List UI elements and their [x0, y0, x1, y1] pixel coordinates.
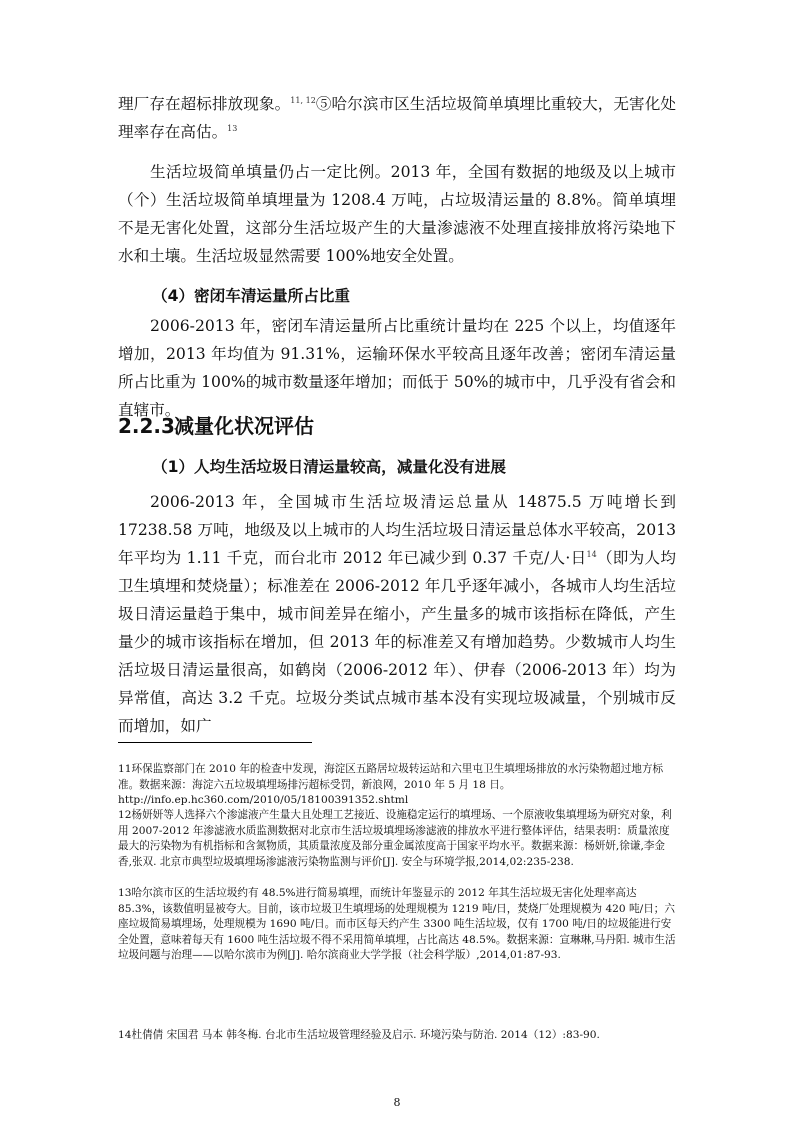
- subheading-per-capita: （1）人均生活垃圾日清运量较高，减量化没有进展: [152, 458, 506, 476]
- page-number: 8: [393, 1096, 401, 1109]
- footnote-13: 13哈尔滨市区的生活垃圾约有 48.5%进行简易填埋，而统计年鉴显示的 2012 年其生活垃圾无害化处理率高达 85.3%，该数值明显被夸大。目前，该市垃圾卫生填埋场的处理规模为 1219 吨/日，焚烧厂处理规模为 420 吨/日；六座垃圾简易填埋场，处理规模为 1690 吨/日。而市区每天约产生 3300 吨生活垃圾，仅有 1700 吨/日的垃圾能进行安全处置，意味着每天有 1600 吨生活垃圾不得不采用简单填埋，占比高达 48.5%。数据来源：宣琳琳,马丹阳. 城市生活垃圾问题与治理——以哈尔滨市为例[J]. 哈尔滨商业大学学报（社会科学版）,2014,01:87-93.: [118, 887, 676, 962]
- paragraph-text: 理厂存在超标排放现象。: [118, 95, 291, 113]
- section-heading: [118, 410, 314, 439]
- paragraph-text: 2006-2013 年，全国城市生活垃圾清运总量从 14875.5 万吨增长到 17238.58 万吨，地级及以上城市的人均生活垃圾日清运量总体水平较高，2013 年平均为 1.11 千克，而台北市 2012 年已减少到 0.37 千克/人·日: [118, 493, 676, 567]
- footnote-14: 14杜倩倩 宋国君 马本 韩冬梅. 台北市生活垃圾管理经验及启示. 环境污染与防治. 2014（12）:83-90.: [118, 1029, 600, 1041]
- footnote-ref-11-12[interactable]: 11, 12: [290, 96, 316, 105]
- subheading-closed-vehicle: （4）密闭车清运量所占比重: [152, 287, 350, 305]
- footnote-ref-14[interactable]: 14: [586, 550, 597, 559]
- footnote-12: 12杨妍妍等人选择六个渗滤液产生量大且处理工艺接近、设施稳定运行的填埋场、一个原液收集填埋场为研究对象，利用 2007-2012 年渗滤液水质监测数据对北京市生活垃圾填埋场渗滤液的排放水平进行整体评估，结果表明：质量浓度最大的污染物为有机指标和含氮物质，其质量浓度及部分重金属浓度高于国家平均水平。数据来源：杨妍妍,徐谦,李金香,张双. 北京市典型垃圾填埋场渗滤液污染物监测与评价[J]. 安全与环境学报,2014,02:235-238.: [118, 809, 672, 868]
- footnote-ref-13[interactable]: 13: [227, 124, 238, 133]
- paragraph-text: （即为人均卫生填埋和焚烧量）；标准差在 2006-2012 年几乎逐年减小，各城市人均生活垃圾日清运量趋于集中，城市间差异在缩小，产生量多的城市该指标在降低，产生量少的城市该指标在增加，但 2013 年的标准差又有增加趋势。少数城市人均生活垃圾日清运量很高，如鹤岗（2006-2012 年）、伊春（2006-2013 年）均为异常值，高达 3.2 千克。垃圾分类试点城市基本没有实现垃圾减量，个别城市反而增加，如广: [118, 549, 676, 735]
- paragraph-closed-vehicle: 2006-2013 年，密闭车清运量所占比重统计量均在 225 个以上，均值逐年增加，2013 年均值为 91.31%，运输环保水平较高且逐年改善；密闭车清运量所占比重为 100%的城市数量逐年增加；而低于 50%的城市中，几乎没有省会和直辖市。: [118, 317, 676, 419]
- paragraph-continued: [118, 90, 676, 146]
- paragraph-per-capita: [118, 488, 676, 740]
- footnote-separator: [118, 742, 312, 743]
- footnote-11: 11环保监察部门在 2010 年的检查中发现，海淀区五路居垃圾转运站和六里屯卫生填埋场排放的水污染物超过地方标准。数据来源：海淀六五垃圾填埋场排污超标受罚，新浪网，2010 年 5 月 18 日。http://info.ep.hc360.com/2010/05/18100391352.shtml: [118, 763, 664, 807]
- section-title: 减量化状况评估: [174, 414, 314, 438]
- paragraph-simple-landfill: 生活垃圾简单填量仍占一定比例。2013 年，全国有数据的地级及以上城市（个）生活垃圾简单填埋量为 1208.4 万吨，占垃圾清运量的 8.8%。简单填埋不是无害化处置，这部分生活垃圾产生的大量渗滤液不处理直接排放将污染地下水和土壤。生活垃圾显然需要 100%地安全处置。: [118, 163, 676, 265]
- section-number: 2.2.3: [118, 414, 175, 438]
- paragraph-text: ⑤哈尔滨市区生活垃圾简单填埋比重较大，无害化处理率存在高估。: [118, 95, 676, 141]
